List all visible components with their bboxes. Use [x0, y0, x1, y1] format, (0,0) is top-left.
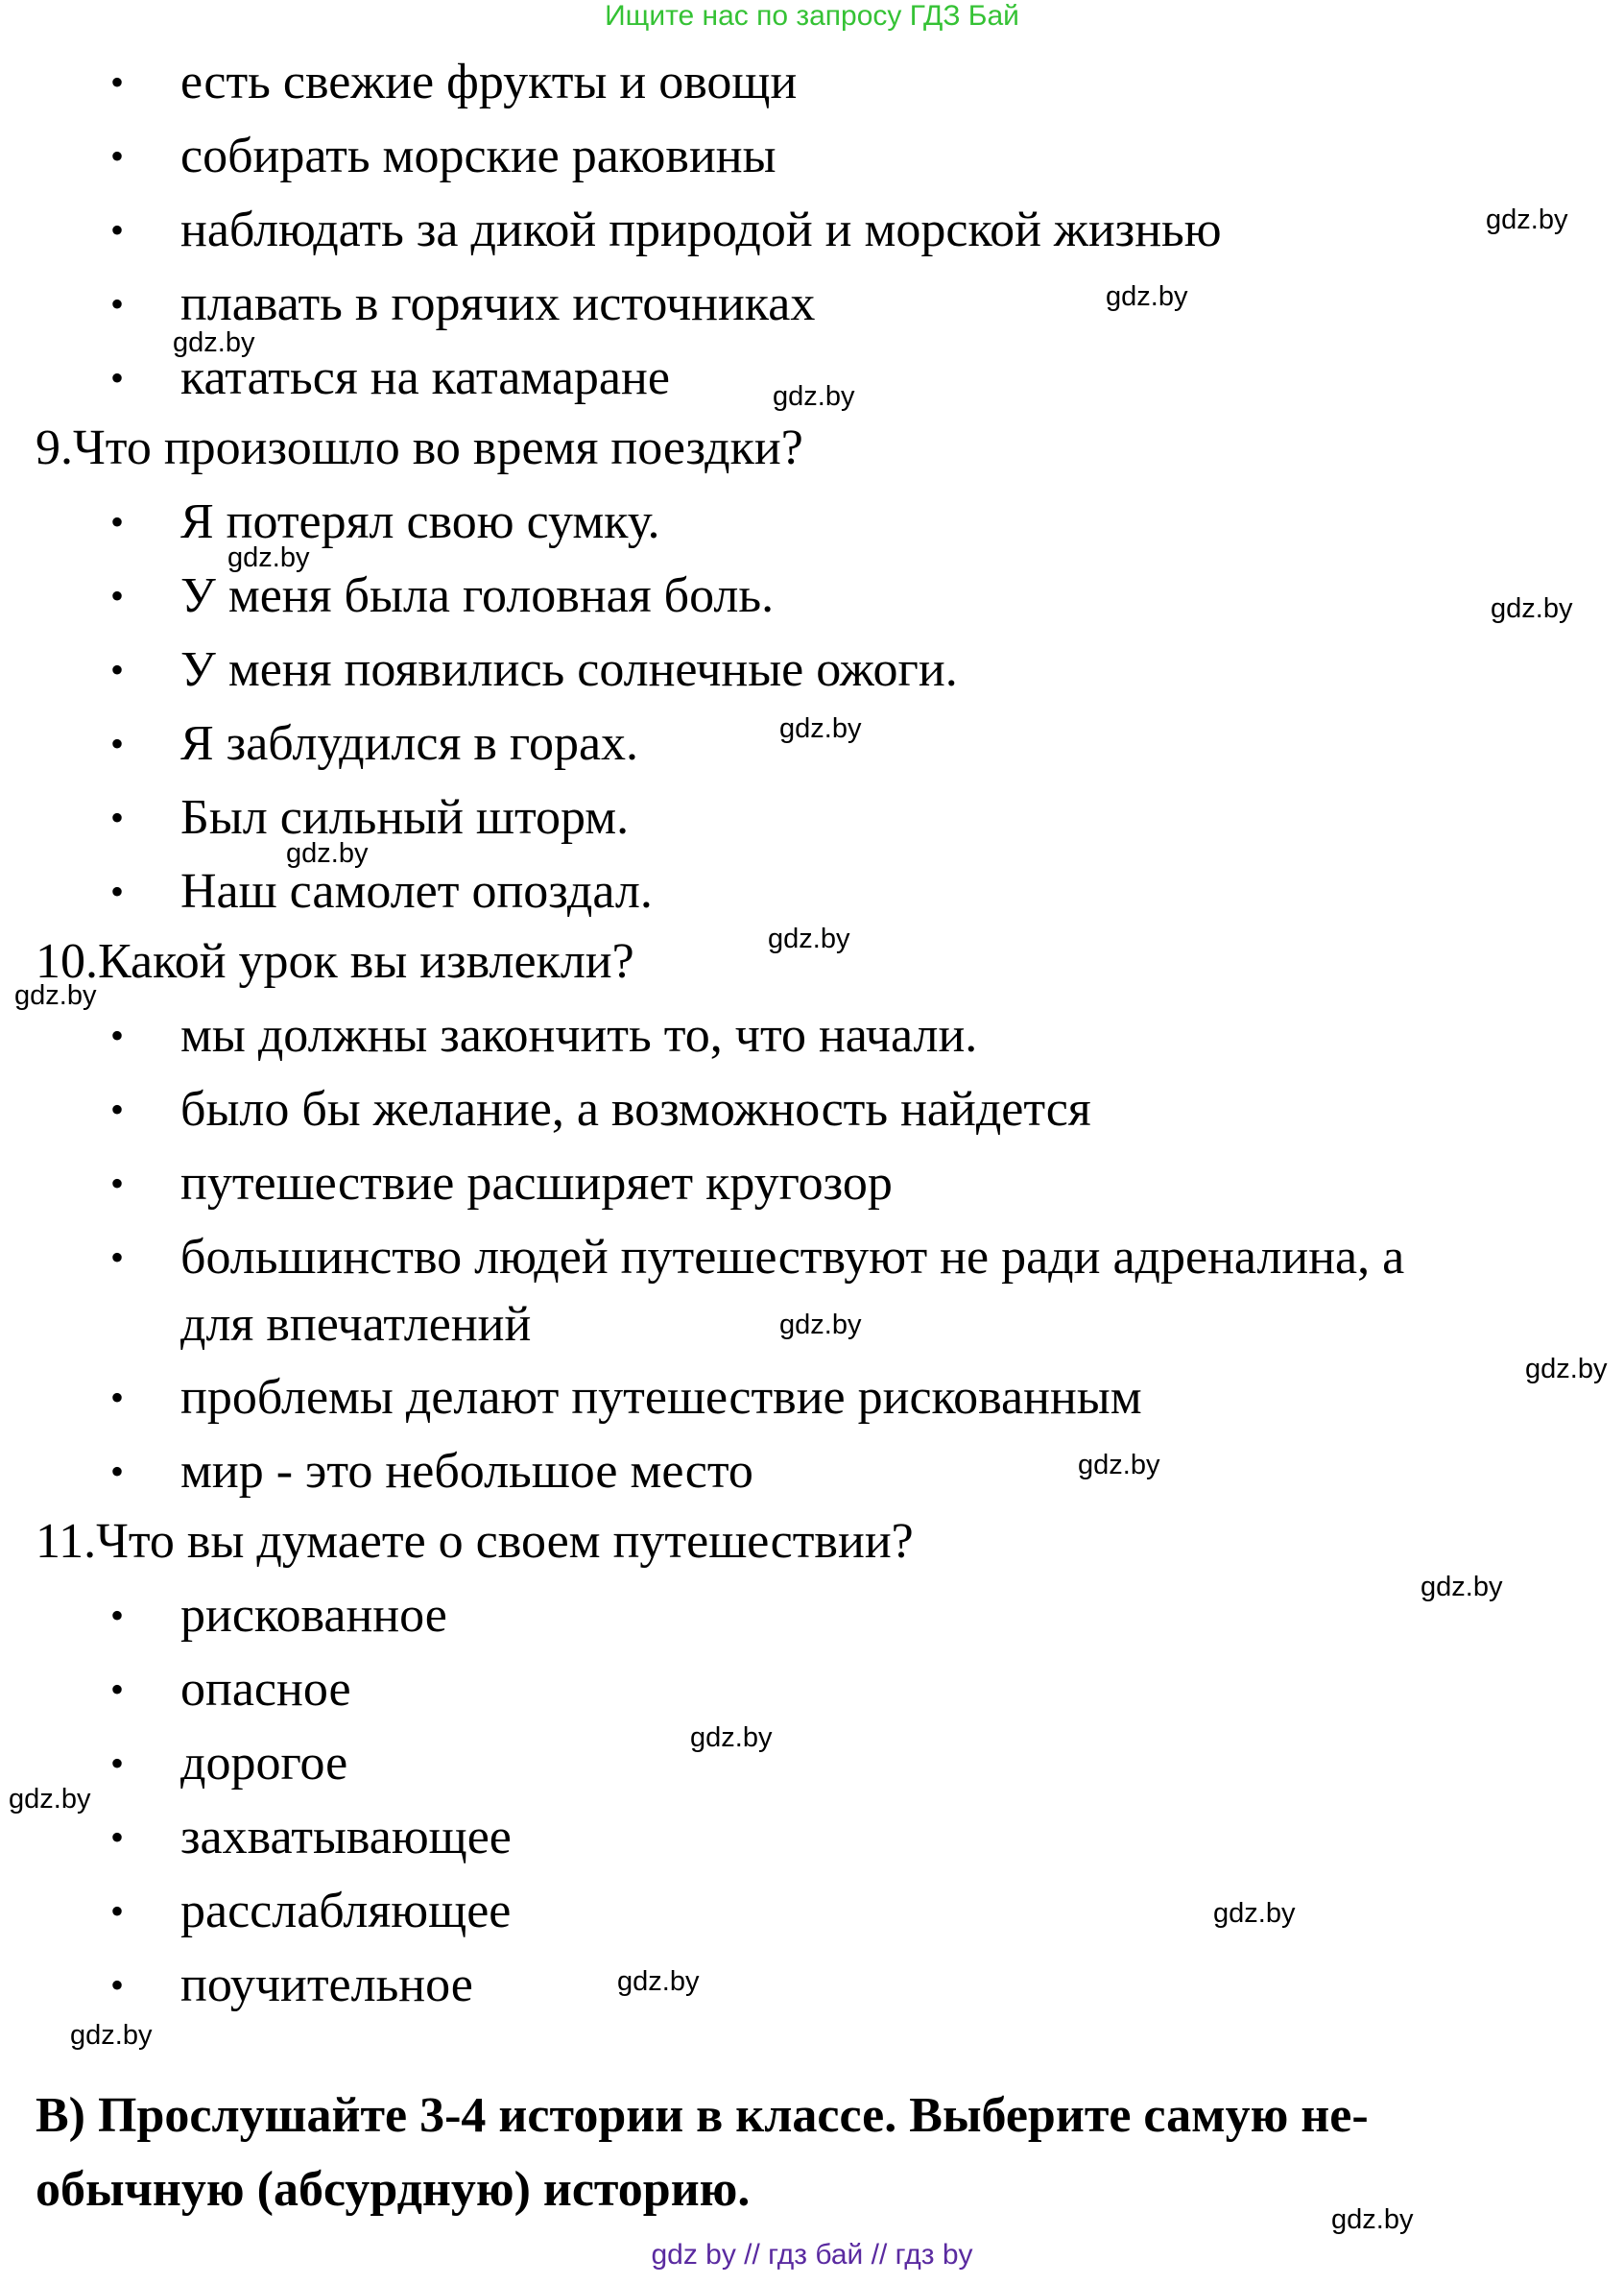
bullet-icon: • [110, 648, 125, 691]
watermark: gdz.by [286, 838, 369, 869]
list-item-text: плавать в горячих источниках [180, 276, 816, 331]
bullet-icon: • [110, 1236, 125, 1279]
list-item-text: собирать морские раковины [180, 129, 776, 183]
watermark: gdz.by [1331, 2204, 1414, 2235]
list-item-text: наблюдать за дикой природой и морской жизнью [180, 203, 1222, 257]
list-item-text: путешествие расширяет кругозор [180, 1156, 893, 1211]
list-item-text: поучительное [180, 1958, 473, 2012]
watermark: gdz.by [617, 1966, 700, 1997]
list-item-text: У меня появились солнечные ожоги. [180, 642, 958, 697]
task-b-line: обычную (абсурдную) историю. [36, 2162, 751, 2217]
watermark: gdz.by [768, 924, 850, 954]
bullet-icon: • [110, 1376, 125, 1419]
bullet-icon: • [110, 1963, 125, 2007]
header-banner[interactable]: Ищите нас по запросу ГДЗ Бай [605, 0, 1019, 32]
list-item-text: мы должны закончить то, что начали. [180, 1008, 978, 1063]
watermark: gdz.by [14, 980, 97, 1011]
bullet-icon: • [110, 1815, 125, 1859]
question-10: 10.Какой урок вы извлекли? [36, 934, 634, 989]
question-9: 9.Что произошло во время поездки? [36, 421, 803, 475]
bullet-icon: • [110, 1014, 125, 1057]
watermark: gdz.by [1106, 281, 1188, 312]
task-b-line: B) Прослушайте 3-4 истории в классе. Выберите самую не- [36, 2088, 1369, 2143]
watermark: gdz.by [173, 327, 255, 358]
list-item-text: захватывающее [180, 1810, 512, 1864]
watermark: gdz.by [773, 381, 855, 412]
list-item-text: Я потерял свою сумку. [180, 494, 660, 549]
list-item-text: кататься на катамаране [180, 350, 670, 405]
bullet-icon: • [110, 1889, 125, 1933]
list-item-text: большинство людей путешествуют не ради адреналина, а [180, 1230, 1405, 1285]
list-item-text: дорогое [180, 1736, 348, 1791]
watermark: gdz.by [1486, 204, 1568, 235]
watermark: gdz.by [1525, 1354, 1608, 1384]
list-item-text: проблемы делают путешествие рискованным [180, 1370, 1142, 1425]
question-11: 11.Что вы думаете о своем путешествии? [36, 1514, 914, 1569]
list-item-text: У меня была головная боль. [180, 568, 775, 623]
watermark: gdz.by [70, 2020, 153, 2051]
bullet-icon: • [110, 500, 125, 543]
bullet-icon: • [110, 870, 125, 913]
list-item-text: Наш самолет опоздал. [180, 864, 653, 919]
list-item-text: мир - это небольшое место [180, 1444, 753, 1499]
list-item-text: для впечатлений [180, 1297, 532, 1352]
footer-links[interactable]: gdz by // гдз бай // гдз by [651, 2239, 973, 2271]
list-item-text: Я заблудился в горах. [180, 716, 639, 771]
bullet-icon: • [110, 60, 125, 104]
bullet-icon: • [110, 134, 125, 178]
bullet-icon: • [110, 1162, 125, 1205]
bullet-icon: • [110, 796, 125, 839]
watermark: gdz.by [779, 713, 862, 744]
list-item-text: Был сильный шторм. [180, 790, 630, 845]
bullet-icon: • [110, 356, 125, 399]
bullet-icon: • [110, 282, 125, 325]
bullet-icon: • [110, 722, 125, 765]
list-item-text: опасное [180, 1662, 351, 1717]
list-item-text: рискованное [180, 1588, 447, 1643]
watermark: gdz.by [779, 1310, 862, 1340]
watermark: gdz.by [9, 1784, 91, 1815]
list-item-text: есть свежие фрукты и овощи [180, 55, 798, 109]
bullet-icon: • [110, 1742, 125, 1785]
watermark: gdz.by [690, 1722, 773, 1753]
bullet-icon: • [110, 1450, 125, 1493]
bullet-icon: • [110, 208, 125, 252]
bullet-icon: • [110, 1594, 125, 1637]
list-item-text: было бы желание, а возможность найдется [180, 1082, 1091, 1137]
bullet-icon: • [110, 574, 125, 617]
watermark: gdz.by [1078, 1450, 1160, 1480]
list-item-text: расслабляющее [180, 1884, 512, 1938]
watermark: gdz.by [227, 542, 310, 573]
watermark: gdz.by [1213, 1898, 1296, 1929]
watermark: gdz.by [1491, 593, 1573, 624]
watermark: gdz.by [1421, 1572, 1503, 1602]
bullet-icon: • [110, 1088, 125, 1131]
bullet-icon: • [110, 1668, 125, 1711]
